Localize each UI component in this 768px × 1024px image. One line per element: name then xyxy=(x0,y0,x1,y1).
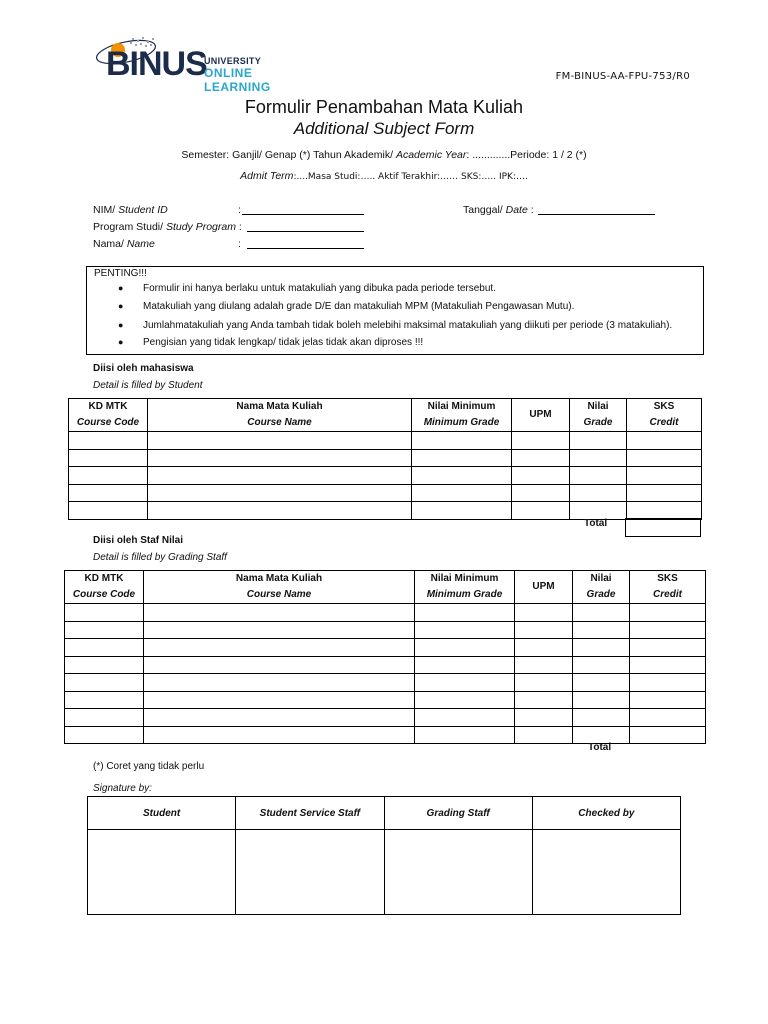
staff-total-label: Total xyxy=(588,742,612,753)
table-row[interactable] xyxy=(65,656,706,674)
list-item: ● Formulir ini hanya berlaku untuk matakuliah yang dibuka pada periode tersebut. xyxy=(118,283,496,294)
staff-section-title: Diisi oleh Staf Nilai xyxy=(93,535,184,546)
student-course-table xyxy=(68,398,702,520)
col-upm: UPM xyxy=(512,399,570,432)
table-row[interactable] xyxy=(65,621,706,639)
staff-course-table xyxy=(64,570,706,744)
student-total-box[interactable] xyxy=(625,518,701,537)
col-credit: SKS Credit xyxy=(627,399,702,432)
sig-col-student: Student xyxy=(88,797,236,830)
periode-text: : .............Periode: 1 / 2 (*) xyxy=(466,149,587,161)
col-kd-mtk: KD MTK Course Code xyxy=(65,571,144,604)
strike-note: (*) Coret yang tidak perlu xyxy=(93,761,205,772)
signature-header-row xyxy=(88,797,681,830)
sig-col-grading-staff: Grading Staff xyxy=(384,797,532,830)
signature-label: Signature by: xyxy=(93,783,152,794)
nama-label: Nama/ Name xyxy=(93,238,155,250)
table-header-row xyxy=(65,571,706,604)
nim-input-line[interactable] xyxy=(242,214,364,215)
list-item: ● Pengisian yang tidak lengkap/ tidak jelas tidak akan diproses !!! xyxy=(118,337,424,348)
col-grade: Nilai Grade xyxy=(570,399,627,432)
table-row[interactable] xyxy=(69,467,702,485)
table-row[interactable] xyxy=(65,674,706,692)
list-item: ● Matakuliah yang diulang adalah grade D/E dan matakuliah MPM (Matakuliah Pengawasan Mutu). xyxy=(118,301,575,312)
logo-online-text: ONLINE LEARNING xyxy=(204,66,271,94)
nama-input-line[interactable] xyxy=(247,248,364,249)
col-grade: Nilai Grade xyxy=(573,571,630,604)
col-min-grade: Nilai Minimum Minimum Grade xyxy=(415,571,515,604)
signature-table xyxy=(87,796,681,915)
logo-university-text: UNIVERSITY xyxy=(204,56,262,66)
nama-colon: : xyxy=(238,238,241,250)
col-min-grade: Nilai Minimum Minimum Grade xyxy=(412,399,512,432)
student-total-label: Total xyxy=(584,518,608,529)
form-title: Formulir Penambahan Mata Kuliah xyxy=(244,97,524,117)
admit-term-label: Admit Term xyxy=(240,170,294,182)
col-kd-mtk: KD MTK Course Code xyxy=(69,399,148,432)
semester-line xyxy=(0,149,768,161)
sig-cell-student[interactable] xyxy=(88,830,236,915)
sig-col-student-service: Student Service Staff xyxy=(236,797,384,830)
table-row[interactable] xyxy=(69,502,702,520)
admit-term-line xyxy=(0,170,768,182)
signature-row[interactable] xyxy=(88,830,681,915)
col-upm: UPM xyxy=(515,571,573,604)
sig-cell-student-service[interactable] xyxy=(236,830,384,915)
form-code: FM-BINUS-AA-FPU-753/R0 xyxy=(555,71,690,82)
table-header-row xyxy=(69,399,702,432)
nim-colon: : xyxy=(238,204,241,216)
table-row[interactable] xyxy=(69,432,702,450)
program-input-line[interactable] xyxy=(247,231,364,232)
important-heading: PENTING!!! xyxy=(94,268,147,279)
admit-term-details: :....Masa Studi:….. Aktif Terakhir:…… SKS:….. IPK:…. xyxy=(293,172,528,182)
col-course-name: Nama Mata Kuliah Course Name xyxy=(148,399,412,432)
list-item: ● Jumlahmatakuliah yang Anda tambah tidak boleh melebihi maksimal matakuliah yang diikuti per periode (3 matakuliah). xyxy=(118,320,673,331)
binus-logo xyxy=(92,32,322,94)
table-row[interactable] xyxy=(65,691,706,709)
student-section-subtitle: Detail is filled by Student xyxy=(93,380,203,391)
table-row[interactable] xyxy=(65,709,706,727)
table-row[interactable] xyxy=(69,484,702,502)
tanggal-label: Tanggal/ Date : xyxy=(463,204,534,216)
logo-binus-text: BINUS xyxy=(106,45,207,83)
sig-cell-checked-by[interactable] xyxy=(532,830,680,915)
sig-cell-grading-staff[interactable] xyxy=(384,830,532,915)
form-subtitle: Additional Subject Form xyxy=(293,119,475,138)
student-section-title: Diisi oleh mahasiswa xyxy=(93,363,194,374)
col-credit: SKS Credit xyxy=(630,571,706,604)
table-row[interactable] xyxy=(65,726,706,744)
sig-col-checked-by: Checked by xyxy=(532,797,680,830)
academic-year-label: Academic Year xyxy=(395,149,467,161)
table-row[interactable] xyxy=(69,449,702,467)
table-row[interactable] xyxy=(65,639,706,657)
important-notice-box xyxy=(86,266,704,355)
tanggal-input-line[interactable] xyxy=(538,214,655,215)
nim-label: NIM/ Student ID xyxy=(93,204,168,216)
staff-section-subtitle: Detail is filled by Grading Staff xyxy=(93,552,227,563)
table-row[interactable] xyxy=(65,604,706,622)
semester-text: Semester: Ganjil/ Genap (*) Tahun Akademik/ xyxy=(181,149,396,161)
col-course-name: Nama Mata Kuliah Course Name xyxy=(144,571,415,604)
program-label: Program Studi/ Study Program : xyxy=(93,221,242,233)
